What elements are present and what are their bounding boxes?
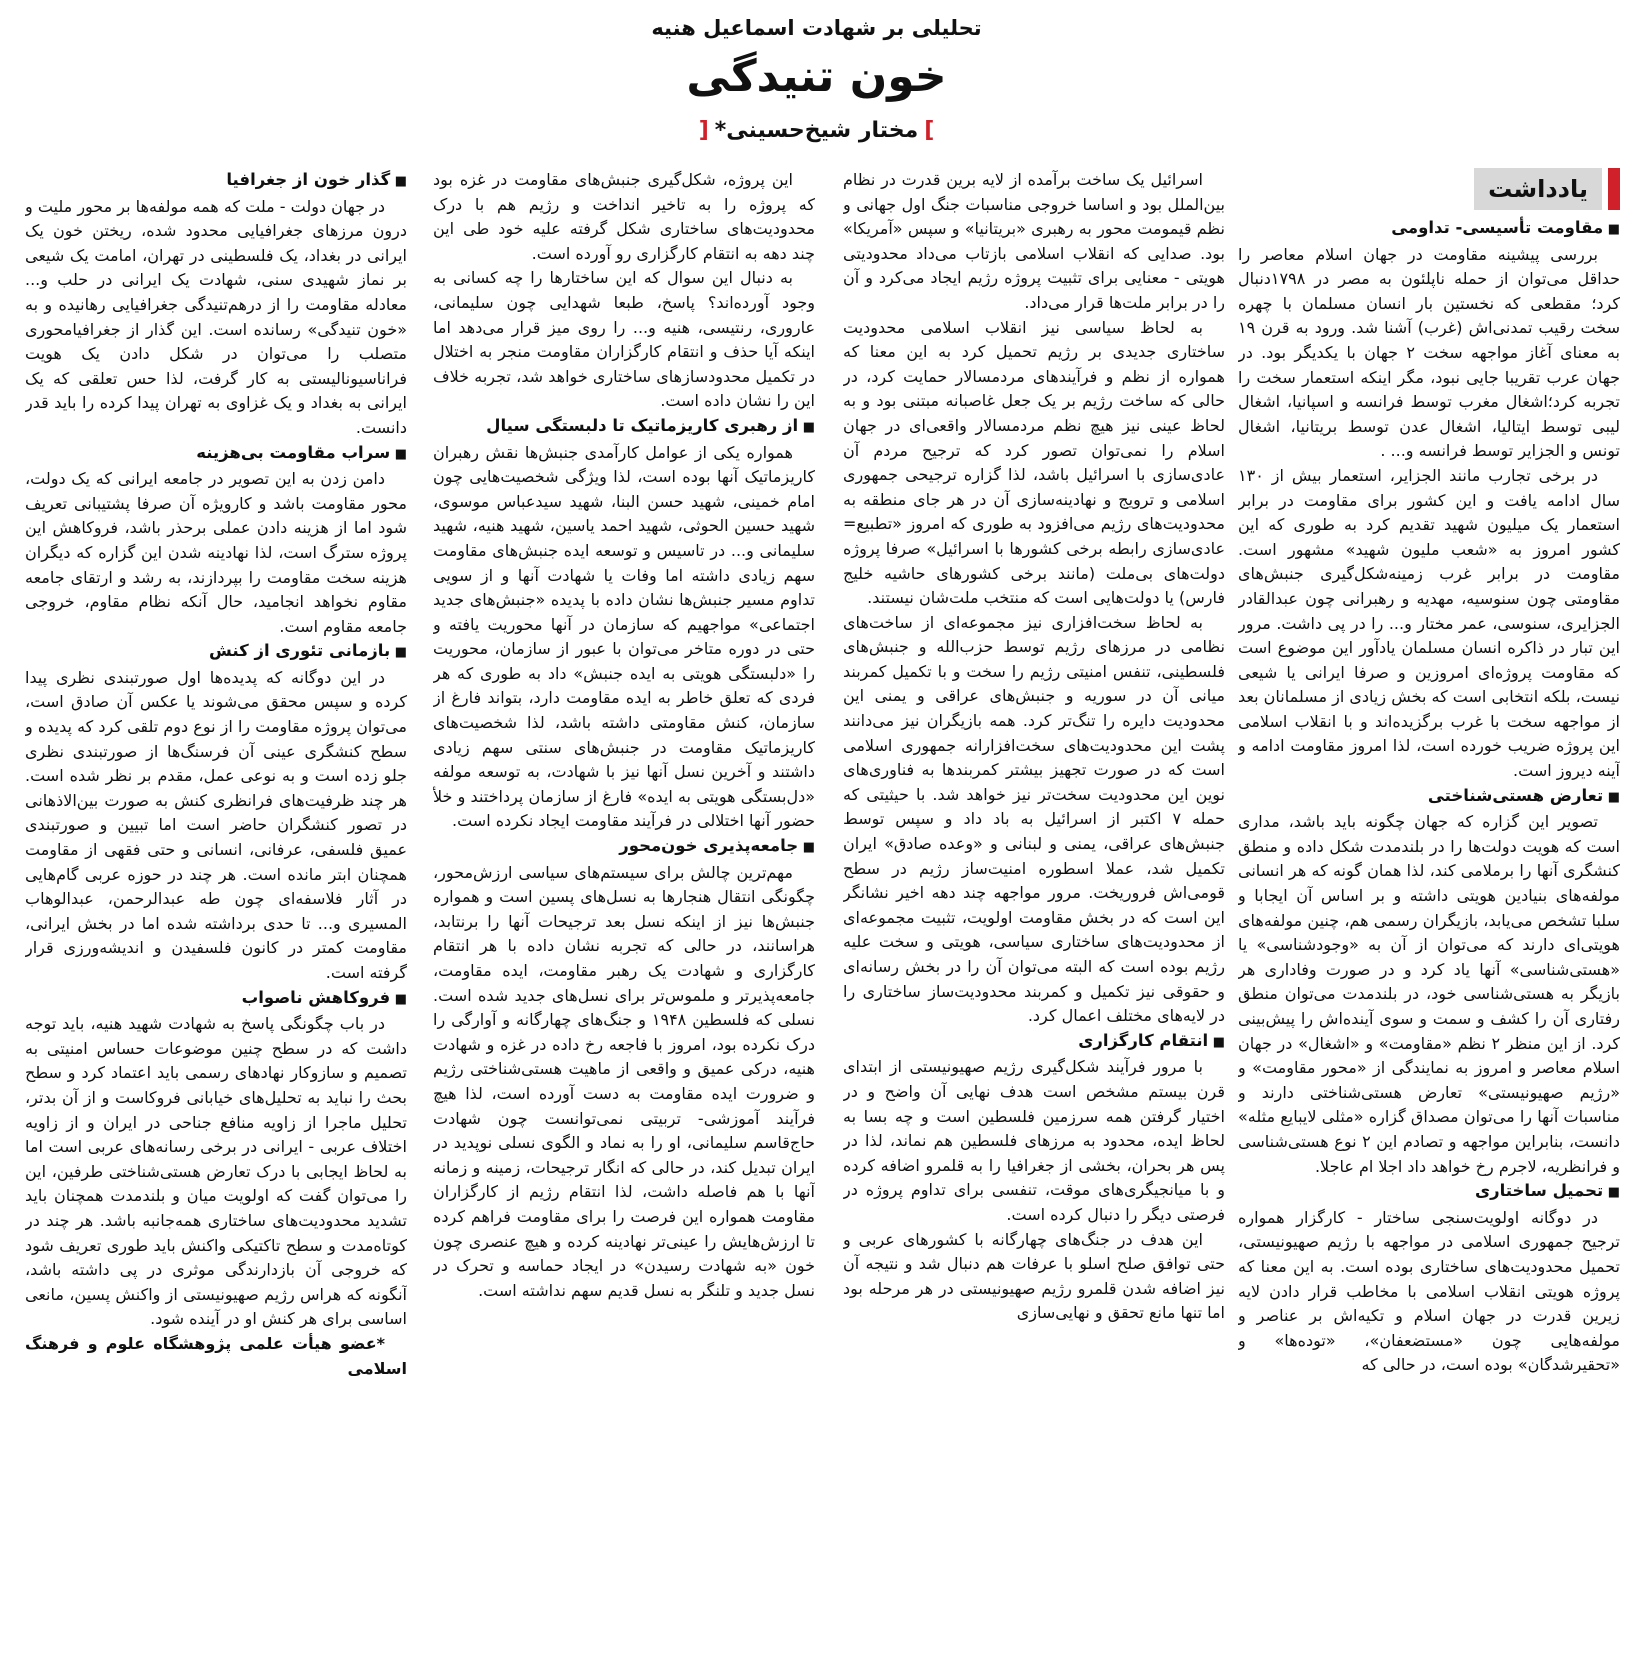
section-heading: ■ انتقام کارگزاری (843, 1029, 1225, 1056)
section-heading: ■ مقاومت تأسیسی- تداومی (1238, 216, 1620, 243)
column-3 (433, 168, 815, 1656)
column-4 (25, 168, 407, 1656)
author-footnote: *عضو هیأت علمی پژوهشگاه علوم و فرهنگ اسلامی (25, 1333, 407, 1378)
paragraph: تصویر این گزاره که جهان چگونه باید باشد، مداری است که هویت دولت‌ها را در بلندمدت شکل داده و منطق کنشگری آنها را برملامی کند، لذا همان گونه که هر انسانی مولفه‌های بنیادین هویتی داشته و بر اساس آن ایجابا و سلبا تشخص می‌یابد، بازیگران رسمی هم، چنین مولفه‌های هویتی‌ای دارند که می‌توان از آن به «وجودشناسی» یا «هستی‌شناسی» آنها یاد کرد و در صورت وفاداری هر بازیگر به هستی‌شناسی خود، در بلندمدت می‌توان منطق رفتاری آن را کشف و سمت و سوی آینده‌اش را پیش‌بینی کرد. از این منظر ۲ نظم «مقاومت» و «اشغال» در جهان اسلام معاصر و امروز به نمایندگی از «محور مقاومت» و «رژیم صهیونیستی» تعارض هستی‌شناختی دارند و مناسبات آنها را می‌توان مصداق گزاره «مثلی لایبایع مثله» دانست، بنابراین مواجهه و تصادم این ۲ نوع هستی‌شناسی و فرانظریه، لاجرم رخ خواهد داد اجلا ام عاجلا. (1238, 812, 1620, 1176)
kicker: تحلیلی بر شهادت اسماعیل هنیه (651, 16, 982, 40)
section-heading: ■ فروکاهش ناصواب (25, 986, 407, 1013)
section-heading: ■ از رهبری کاریزماتیک تا دلبستگی سیال (433, 414, 815, 441)
paragraph: در دوگانه اولویت‌سنجی ساختار - کارگزار همواره ترجیح جمهوری اسلامی در مواجهه با رژیم صهیونیستی، تحمیل محدودیت‌های ساختاری بوده است. به این معنا که پروژه هویتی انقلاب اسلامی با مخاطب قرار دادن لایه زیرین قدرت در جهان اسلام و تکیه‌اش بر عناصر و مولفه‌هایی چون «مستضعفان»، «توده‌ها» و «تحقیرشدگان» بوده است، در حالی که (1238, 1207, 1620, 1375)
section-tag (1238, 168, 1620, 210)
paragraph: اسرائیل یک ساخت برآمده از لایه برین قدرت در نظام بین‌الملل بود و اساسا خروجی مناسبات جنگ اول جهانی و نظم قیمومت محور به رهبری «بریتانیا» و سپس «آمریکا» بود. صدایی که انقلاب اسلامی بازتاب می‌داد محدودیتی هویتی - معنایی برای تثبیت پروژه رژیم ایجاد می‌کرد و آن را در برابر ملت‌ها قرار می‌داد. (843, 170, 1225, 312)
paragraph: در باب چگونگی پاسخ به شهادت شهید هنیه، باید توجه داشت که در سطح چنین موضوعات حساس امنیتی به تصمیم و سازوکار نهادهای رسمی باید اعتماد کرد و سطح بحث را نباید به تحلیل‌های خیابانی فروکاست و از آن بدتر، تحلیل ماجرا از زاویه منافع جناحی در ایران و از زاویه اختلاف عربی - ایرانی در برخی رسانه‌های عربی است اما به لحاظ ایجابی با درک تعارض هستی‌شناختی طرفین، این را می‌توان گفت که اولویت میان و بلندمدت همچنان باید تشدید محدودیت‌های ساختاری همه‌جانبه باشد. هر چند در کوتاه‌مدت و سطح تاکتیکی واکنش باید طوری تعریف شود که خروجی آن بازدارندگی موثری در پی داشته باشد، آنگونه که هراس رژیم صهیونیستی از واکنش پسین، مانعی اساسی برای هر کنش او در آینده شود. (25, 1014, 407, 1329)
paragraph: به لحاظ سخت‌افزاری نیز مجموعه‌ای از ساخت‌های نظامی در مرزهای رژیم توسط حزب‌الله و جنبش‌های فلسطینی، تنفس امنیتی رژیم را سخت و با تکمیل کمربند میانی آن در سوریه و جنبش‌های عراقی و یمنی این محدودیت دایره را تنگ‌تر کرد. همه بازیگران نیز می‌دانند پشت این محدودیت‌های سخت‌افزارانه جمهوری اسلامی است که در صورت تجهیز بیشتر کمربندها به فناوری‌های نوین این محدودیت سخت‌تر نیز خواهد شد. با حیثیتی که حمله ۷ اکتبر از اسرائیل به باد داد و سپس توسط جنبش‌های عراقی، یمنی و لبنانی و «وعده صادق» ایران تکمیل شد، عملا اسطوره امنیت‌ساز رژیم در سطح قومی‌اش فروریخت. مرور مواجهه چند دهه اخیر نشانگر این است که در بخش مقاومت اولویت، تثبیت مجموعه‌ای از محدودیت‌های ساختاری سیاسی، هویتی و سخت علیه رژیم بوده است که البته می‌توان آن را در بخش رسانه‌ای و حقوقی نیز تکمیل و کمربند محدودیت‌ساز ساختاری را در لایه‌های مختلف اعمال کرد. (843, 612, 1225, 1026)
section-tag-label: یادداشت (1474, 168, 1602, 210)
paragraph: این هدف در جنگ‌های چهارگانه با کشورهای عربی و حتی توافق صلح اسلو با عرفات هم دنبال شد و نتیجه آن نیز اضافه شدن قلمرو رژیم صهیونیستی در هر مرحله بود اما تنها مانع تحقق و نهایی‌سازی (843, 1229, 1225, 1323)
section-heading: ■ جامعه‌پذیری خون‌محور (433, 834, 815, 861)
paragraph: در این دوگانه که پدیده‌ها اول صورتبندی نظری پیدا کرده و سپس محقق می‌شوند یا عکس آن صادق است، می‌توان پروژه مقاومت را از نوع دوم تلقی کرد که پدیده و سطح کنشگری عینی آن فرسنگ‌ها از صورتبندی نظری جلو زده است و به نوعی عمل، مقدم بر نظر شده است. هر چند ظرفیت‌های فرانظری کنش به صورت بین‌الاذهانی در تصور کنشگران حاضر است اما تبیین و صورتبندی عمیق فلسفی، عرفانی، انسانی و حتی فقهی از مقاومت همچنان ابتر مانده است. هر چند در حوزه عربی گام‌هایی در آثار فلاسفه‌ای چون طه عبدالرحمن، عبدالوهاب المسیری و... تا حدی برداشته شده اما در بخش ایرانی، مقاومت کمتر در کانون فلسفیدن و اندیشه‌ورزی قرار گرفته است. (25, 667, 407, 982)
section-heading: ■ تعارض هستی‌شناختی (1238, 784, 1620, 811)
column-2 (843, 168, 1225, 1656)
byline-bracket-left: [ (698, 118, 709, 143)
paragraph: با مرور فرآیند شکل‌گیری رژیم صهیونیستی از ابتدای قرن بیستم مشخص است هدف نهایی آن واضح و در اختیار گرفتن همه سرزمین فلسطین است و چه بسا به لحاظ ایده، محدود به مرزهای فلسطین هم نماند، لذا در پس هر بحران، بخشی از جغرافیا را به قلمرو اضافه کرده و با میانجیگری‌های موقت، تنفسی برای تداوم پروژه در فرصتی دیگر را دنبال کرده است. (843, 1057, 1225, 1224)
column-3-body (433, 168, 815, 1303)
section-heading: ■ بازمانی تئوری از کنش (25, 639, 407, 666)
section-tag-bar (1608, 168, 1620, 210)
column-1-body (1238, 216, 1620, 1378)
column-4-body (25, 168, 407, 1381)
paragraph: مهم‌ترین چالش برای سیستم‌های سیاسی ارزش‌محور، چگونگی انتقال هنجارها به نسل‌های پسین است و همواره جنبش‌ها نیز از اینکه نسل بعد ترجیحات آنها را برنتابد، هراسانند، در حالی که تجربه نشان داده با هر انتقام کارگزاری و شهادت یک رهبر مقاومت، ایده مقاومت، جامعه‌پذیرتر و ملموس‌تر برای نسل‌های جدید شده است. نسلی که فلسطین ۱۹۴۸ و جنگ‌های چهارگانه و آوارگی را درک نکرده بود، امروز با فاجعه رخ داده در غزه و شهادت هنیه، درکی عمیق و واقعی از ماهیت هستی‌شناختی رژیم و ضرورت ایده مقاومت به دست آورده است، لذا هیچ فرآیند آموزشی- تربیتی نمی‌توانست چون شهادت حاج‌قاسم سلیمانی، او را به نماد و الگوی نسلی نوپدید در ایران تبدیل کند، در حالی که انگار ترجیحات، زمینه و زمانه آنها با هم فاصله داشت، لذا انتقام رژیم از کارگزاران مقاومت همواره این فرصت را برای مقاومت فراهم کرده تا ارزش‌هایش را عینی‌تر نهادینه کرده و هیچ عنصری چون خون «به شهادت رسیدن» در ایجاد حماسه و تحرک در نسل جدید و تلنگر به نسل قدیم سهم نداشته است. (433, 862, 815, 1300)
byline-bracket-right: ] (924, 118, 935, 143)
section-heading: ■ گذار خون از جغرافیا (25, 168, 407, 195)
paragraph: این پروژه، شکل‌گیری جنبش‌های مقاومت در غزه بود که پروژه را به تاخیر انداخت و رژیم هم با درک محدودیت‌های ساختاری شکل گرفته علیه خود طی این چند دهه به انتقام کارگزاری رو آورده است. (433, 170, 815, 263)
paragraph: به لحاظ سیاسی نیز انقلاب اسلامی محدودیت ساختاری جدیدی بر رژیم تحمیل کرد به این معنا که همواره از نظم و فرآیندهای مردمسالار حمایت کرد، در حالی که ساخت رژیم بر یک جعل غاصبانه مبتنی بود و به لحاظ عینی نیز هیچ نظم مردمسالار واقعی‌ای در جهان اسلام را نمی‌توان تصور کرد که ترجیح مردم آن عادی‌سازی با اسرائیل باشد، لذا گزاره ترجیحی جمهوری اسلامی و ترویج و نهادینه‌سازی آن در هر جای منطقه به محدودیت‌های رژیم می‌افزود به طوری که امروز «تطبیع= عادی‌سازی رابطه برخی کشورها با اسرائیل» صرفا پروژه دولت‌های بی‌ملت (مانند برخی کشورهای حاشیه خلیج فارس) یا دولت‌هایی است که منتخب ملت‌شان نیستند. (843, 317, 1225, 608)
article-header (0, 14, 1633, 146)
column-1 (1238, 168, 1620, 1656)
byline-author: مختار شیخ‌حسینی* (714, 118, 919, 143)
paragraph: دامن زدن به این تصویر در جامعه ایرانی که یک دولت، محور مقاومت باشد و کارویژه آن صرفا پشتیبانی تعریف شود اما از هزینه دادن عملی برحذر باشد، فروکاهش این پروژه سترگ است، لذا نهادینه شدن این گزاره که دیگران هزینه سخت مقاومت را بپردازند، به رشد و ارتقای جامعه مقاوم نخواهد انجامید، حال آنکه نظام مقاوم، خروجی جامعه مقاوم است. (25, 469, 407, 636)
headline: خون تنیدگی (686, 51, 947, 102)
byline (0, 116, 1633, 146)
paragraph: بررسی پیشینه مقاومت در جهان اسلام معاصر را حداقل می‌توان از حمله ناپلئون به مصر در ۱۷۹۸دنبال کرد؛ مقطعی که نخستین بار انسان مسلمان با چهره سخت رقیب تمدنی‌اش (غرب) آشنا شد. ورود به قرن ۱۹ به معنای آغاز مواجهه سخت ۲ جهان با یکدیگر بود. در جهان عرب تقریبا جایی نبود، مگر اینکه استعمار سخت را تجربه کرد؛اشغال مغرب توسط فرانسه و اسپانیا، اشغال لیبی توسط ایتالیا، اشغال عدن توسط بریتانیا، اشغال تونس و الجزایر توسط فرانسه و... . (1238, 244, 1620, 461)
section-heading: ■ تحمیل ساختاری (1238, 1179, 1620, 1206)
section-heading: ■ سراب مقاومت بی‌هزینه (25, 441, 407, 468)
paragraph: همواره یکی از عوامل کارآمدی جنبش‌ها نقش رهبران کاریزماتیک آنها بوده است، لذا ویژگی شخصیت‌هایی چون امام خمینی، شهید حسن البنا، شهید سیدعباس موسوی، شهید حسین الحوثی، شهید احمد یاسین، شهید هنیه، شهید سلیمانی و... در تاسیس و توسعه ایده جنبش‌های مقاومت سهم زیادی داشته اما وفات یا شهادت آنها و از سویی تداوم مسیر جنبش‌ها نشان داده با پدیده «جنبش‌های جدید اجتماعی» مواجهیم که سازمان در آنها محوریت یافته و حتی در دوره متاخر می‌توان با عبور از سازمان، محوریت را «دلبستگی هویتی به ایده جنبش» داد به طوری که هر فردی که تعلق خاطر به ایده مقاومت دارد، بتواند فارغ از سازمان، کنش مقاومتی داشته باشد، لذا شخصیت‌های کاریزماتیک مقاومت در جنبش‌های سنتی سهم زیادی داشتند و آخرین نسل آنها نیز با شهادت، به توسعه مولفه «دل‌بستگی هویتی به ایده» فارغ از سازمان پرداختند و خلأ حضور آنها اختلالی در فرآیند مقاومت ایجاد نکرده است. (433, 442, 815, 831)
paragraph: به دنبال این سوال که این ساختارها را چه کسانی به وجود آورده‌اند؟ پاسخ، طبعا شهدایی چون سلیمانی، عاروری، رنتیسی، هنیه و... را روی میز قرار می‌دهد اما اینکه آیا حذف و انتقام کارگزاران مقاومت منجر به اختلال در تکمیل محدودسازهای ساختاری خواهد شد، تجربه خلاف این را نشان داده است. (433, 268, 815, 411)
paragraph: در جهان دولت - ملت که همه مولفه‌ها بر محور ملیت و درون مرزهای جغرافیایی محدود شده، ریختن خون یک ایرانی در بغداد، یک فلسطینی در تهران، امامت یک شیعی بر نماز شهیدی سنی، شهادت یک ایرانی در حلب و... معادله مقاومت را از درهم‌تنیدگی جغرافیایی رهانیده و به «خون تنیدگی» رسانده است. این گذار از جغرافیامحوری متصلب را می‌توان در شکل دادن یک هویت فراناسیونالیستی به کار گرفت، لذا حس تعلقی که یک ایرانی به بغداد و یک غزاوی به تهران پیدا کرده را باید قدر دانست. (25, 196, 407, 437)
column-2-body (843, 168, 1225, 1326)
paragraph: در برخی تجارب مانند الجزایر، استعمار بیش از ۱۳۰ سال ادامه یافت و این کشور برای مقاومت در برابر استعمار یک میلیون شهید تقدیم کرد به طوری که این کشور امروز به «شعب ملیون شهید» مشهور است. مقاومت در برابر غرب زمینه‌شکل‌گیری جنبش‌های مقاومتی چون سنوسیه، مهدیه و رهبرانی چون عبدالقادر الجزایری، سنوسی، عمر مختار و... را در پی داشت. مرور این تبار در ذاکره انسان مسلمان یادآور این موضوع است که مقاومت پروژه‌ای امروزین و صرفا ایرانی یا شیعی نیست، بلکه انتخابی است که بخش زیادی از مسلمانان بعد از مواجهه سخت با غرب برگزیده‌اند و با انقلاب اسلامی این پروژه ضریب خورده است، لذا امروز مقاومت ادامه و آینه دیروز است. (1238, 465, 1620, 781)
